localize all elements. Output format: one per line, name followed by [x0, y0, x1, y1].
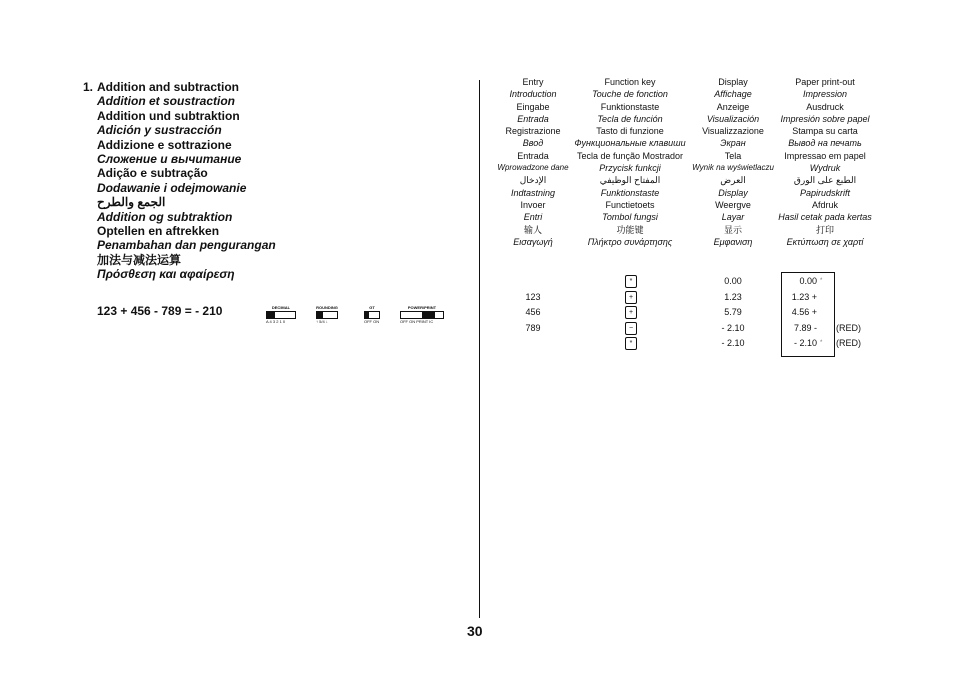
header-row — [487, 137, 877, 149]
header-display: Tela — [724, 150, 742, 161]
header-entry: الإدخال — [519, 175, 547, 186]
switch-label: POWER/PRINT — [407, 305, 437, 310]
header-paper-printout: Afdruk — [811, 199, 839, 210]
switch-knob — [365, 312, 369, 318]
header-paper-printout: Εκτύπωση σε χαρτί — [786, 236, 864, 247]
section-title: Сложение и вычитание — [97, 152, 242, 167]
header-display: Anzeige — [716, 101, 750, 112]
page-number: 30 — [467, 623, 483, 639]
header-entry: Ввод — [522, 138, 544, 149]
function-key-icon: − — [625, 322, 637, 335]
switch-track — [400, 311, 444, 319]
header-function-key: المفتاح الوظيفي — [599, 175, 661, 186]
header-row — [487, 199, 877, 211]
function-key-icon: + — [625, 306, 637, 319]
section-title: Addition et soustraction — [97, 94, 235, 109]
header-function-key: Tecla de función — [597, 113, 663, 124]
calc-row — [487, 321, 877, 335]
header-paper-printout: Wydruk — [809, 163, 841, 174]
header-display: Affichage — [714, 89, 752, 100]
switch-decimal — [266, 306, 296, 324]
header-paper-printout: Impressao em papel — [784, 150, 866, 161]
header-function-key: Touche de fonction — [592, 89, 668, 100]
header-entry: Entrada — [517, 150, 549, 161]
header-display: Layar — [721, 212, 745, 223]
function-key-icon: * — [625, 275, 637, 288]
switch-track — [316, 311, 338, 319]
header-paper-printout: Ausdruck — [806, 101, 844, 112]
table-header-translations — [487, 76, 877, 248]
header-function-key: Функциональные клавиши — [574, 138, 686, 149]
header-paper-printout: الطبع على الورق — [793, 175, 857, 186]
header-function-key: 功能键 — [616, 224, 644, 235]
calc-row — [487, 336, 877, 350]
header-entry: Entrada — [517, 113, 549, 124]
header-paper-printout: Hasil cetak pada kertas — [778, 212, 872, 223]
display-value: 0.00 — [724, 276, 742, 286]
section-title: Πρόσθεση και αφαίρεση — [97, 267, 235, 282]
section-title: Adição e subtração — [97, 166, 208, 181]
section-title: Optellen en aftrekken — [97, 224, 220, 239]
header-function-key: Tasto di funzione — [596, 126, 664, 137]
header-display: Visualizzazione — [702, 126, 764, 137]
header-entry: Eingabe — [516, 101, 550, 112]
header-row — [487, 101, 877, 113]
section-title: الجمع والطرح — [97, 195, 166, 210]
header-entry: Introduction — [509, 89, 557, 100]
display-value: 1.23 — [724, 291, 742, 302]
header-display: Εμφανιση — [713, 236, 753, 247]
function-key-icon: + — [625, 291, 637, 304]
switch-options: A 4 3 2 1 0 — [266, 319, 286, 324]
header-display: Экран — [720, 138, 746, 149]
section-title: Dodawanie i odejmowanie — [97, 180, 247, 195]
header-display: Wynik na wyświetlaczu — [692, 163, 774, 173]
switch-track — [364, 311, 380, 319]
header-row — [487, 113, 877, 125]
header-entry: 输人 — [523, 224, 543, 235]
header-row — [487, 125, 877, 137]
section-titles — [97, 80, 276, 282]
column-divider — [479, 80, 480, 618]
entry-value: 789 — [525, 322, 541, 333]
entry-value: 456 — [525, 307, 541, 317]
example-equation: 123 + 456 - 789 = - 210 — [97, 304, 223, 318]
printout-value: 1.23 + — [791, 291, 817, 302]
switch-gt — [364, 306, 380, 324]
switch-settings-diagram — [266, 306, 456, 328]
header-entry: Entry — [522, 77, 544, 87]
switch-knob — [422, 312, 435, 318]
switch-knob — [317, 312, 323, 318]
switch-label: DECIMAL — [271, 305, 291, 310]
calc-row — [487, 274, 877, 288]
section-title: Addition und subtraktion — [97, 108, 240, 123]
display-value: - 2.10 — [721, 322, 745, 333]
header-entry: Indtastning — [510, 187, 556, 198]
header-function-key: Przycisk funkcji — [599, 163, 661, 174]
header-display: 显示 — [723, 224, 743, 235]
header-function-key: Functietoets — [605, 199, 655, 210]
header-row — [487, 174, 877, 186]
header-row — [487, 88, 877, 100]
printout-value: 4.56 + — [791, 307, 817, 317]
header-function-key: Function key — [604, 77, 656, 87]
display-value: - 2.10 — [721, 338, 745, 348]
header-function-key: Funktionstaste — [600, 187, 660, 198]
header-entry: Εισαγωγή — [513, 236, 553, 247]
header-row — [487, 224, 877, 236]
header-row — [487, 187, 877, 199]
total-mark: * — [820, 340, 823, 346]
switch-options: OFF ON PRINT IC — [400, 319, 434, 324]
header-display: العرض — [720, 175, 746, 186]
section-title: Addizione e sottrazione — [97, 137, 232, 152]
calc-row — [487, 290, 877, 304]
header-paper-printout: Impresión sobre papel — [780, 113, 870, 124]
section-title: Addition and subtraction — [97, 80, 239, 94]
header-entry: Wprowadzone dane — [497, 163, 569, 173]
header-row — [487, 211, 877, 223]
header-function-key: Πλήκτρο συνάρτησης — [587, 236, 673, 247]
header-function-key: Tombol fungsi — [602, 212, 658, 223]
printout-value: 7.89 - — [793, 322, 817, 333]
header-display: Display — [718, 187, 748, 198]
header-function-key: Funktionstaste — [600, 101, 660, 112]
header-paper-printout: Вывод на печать — [788, 138, 862, 149]
display-value: 5.79 — [724, 307, 742, 317]
switch-label: GT — [369, 305, 375, 310]
total-mark: * — [820, 278, 823, 284]
section-number: 1. — [83, 80, 94, 94]
header-paper-printout: Stampa su carta — [792, 126, 858, 137]
printout-value: 0.00 — [799, 276, 817, 286]
header-entry: Invoer — [520, 199, 546, 210]
header-display: Visualización — [706, 113, 760, 124]
switch-power-print — [400, 306, 444, 324]
section-title: Penambahan dan pengurangan — [97, 238, 276, 253]
switch-options: OFF ON — [364, 319, 380, 324]
header-row — [487, 150, 877, 162]
section-title: Adición y sustracción — [97, 123, 222, 138]
header-row — [487, 76, 877, 88]
entry-value: 123 — [525, 291, 541, 302]
calc-row — [487, 305, 877, 319]
print-color: (RED) — [836, 322, 861, 333]
switch-track — [266, 311, 296, 319]
section-title: 加法与减法运算 — [97, 252, 182, 267]
switch-label: ROUNDING — [316, 305, 338, 310]
printout-value: - 2.10 — [793, 338, 817, 348]
header-paper-printout: 打印 — [815, 224, 835, 235]
header-paper-printout: Impression — [802, 89, 848, 100]
function-key-icon: * — [625, 337, 637, 350]
section-title: Addition og subtraktion — [97, 209, 233, 224]
header-function-key: Tecla de função Mostrador — [576, 150, 684, 161]
header-display: Display — [718, 77, 748, 87]
switch-knob — [267, 312, 275, 318]
print-color: (RED) — [836, 338, 861, 348]
header-row — [487, 236, 877, 248]
switch-rounding — [316, 306, 338, 324]
header-display: Weergve — [715, 199, 751, 210]
header-paper-printout: Paper print-out — [795, 77, 855, 87]
header-entry: Registrazione — [505, 126, 561, 137]
header-row — [487, 162, 877, 174]
header-paper-printout: Papirudskrift — [799, 187, 851, 198]
switch-options: ↑ 5/4 ↓ — [316, 319, 328, 324]
header-entry: Entri — [523, 212, 543, 223]
